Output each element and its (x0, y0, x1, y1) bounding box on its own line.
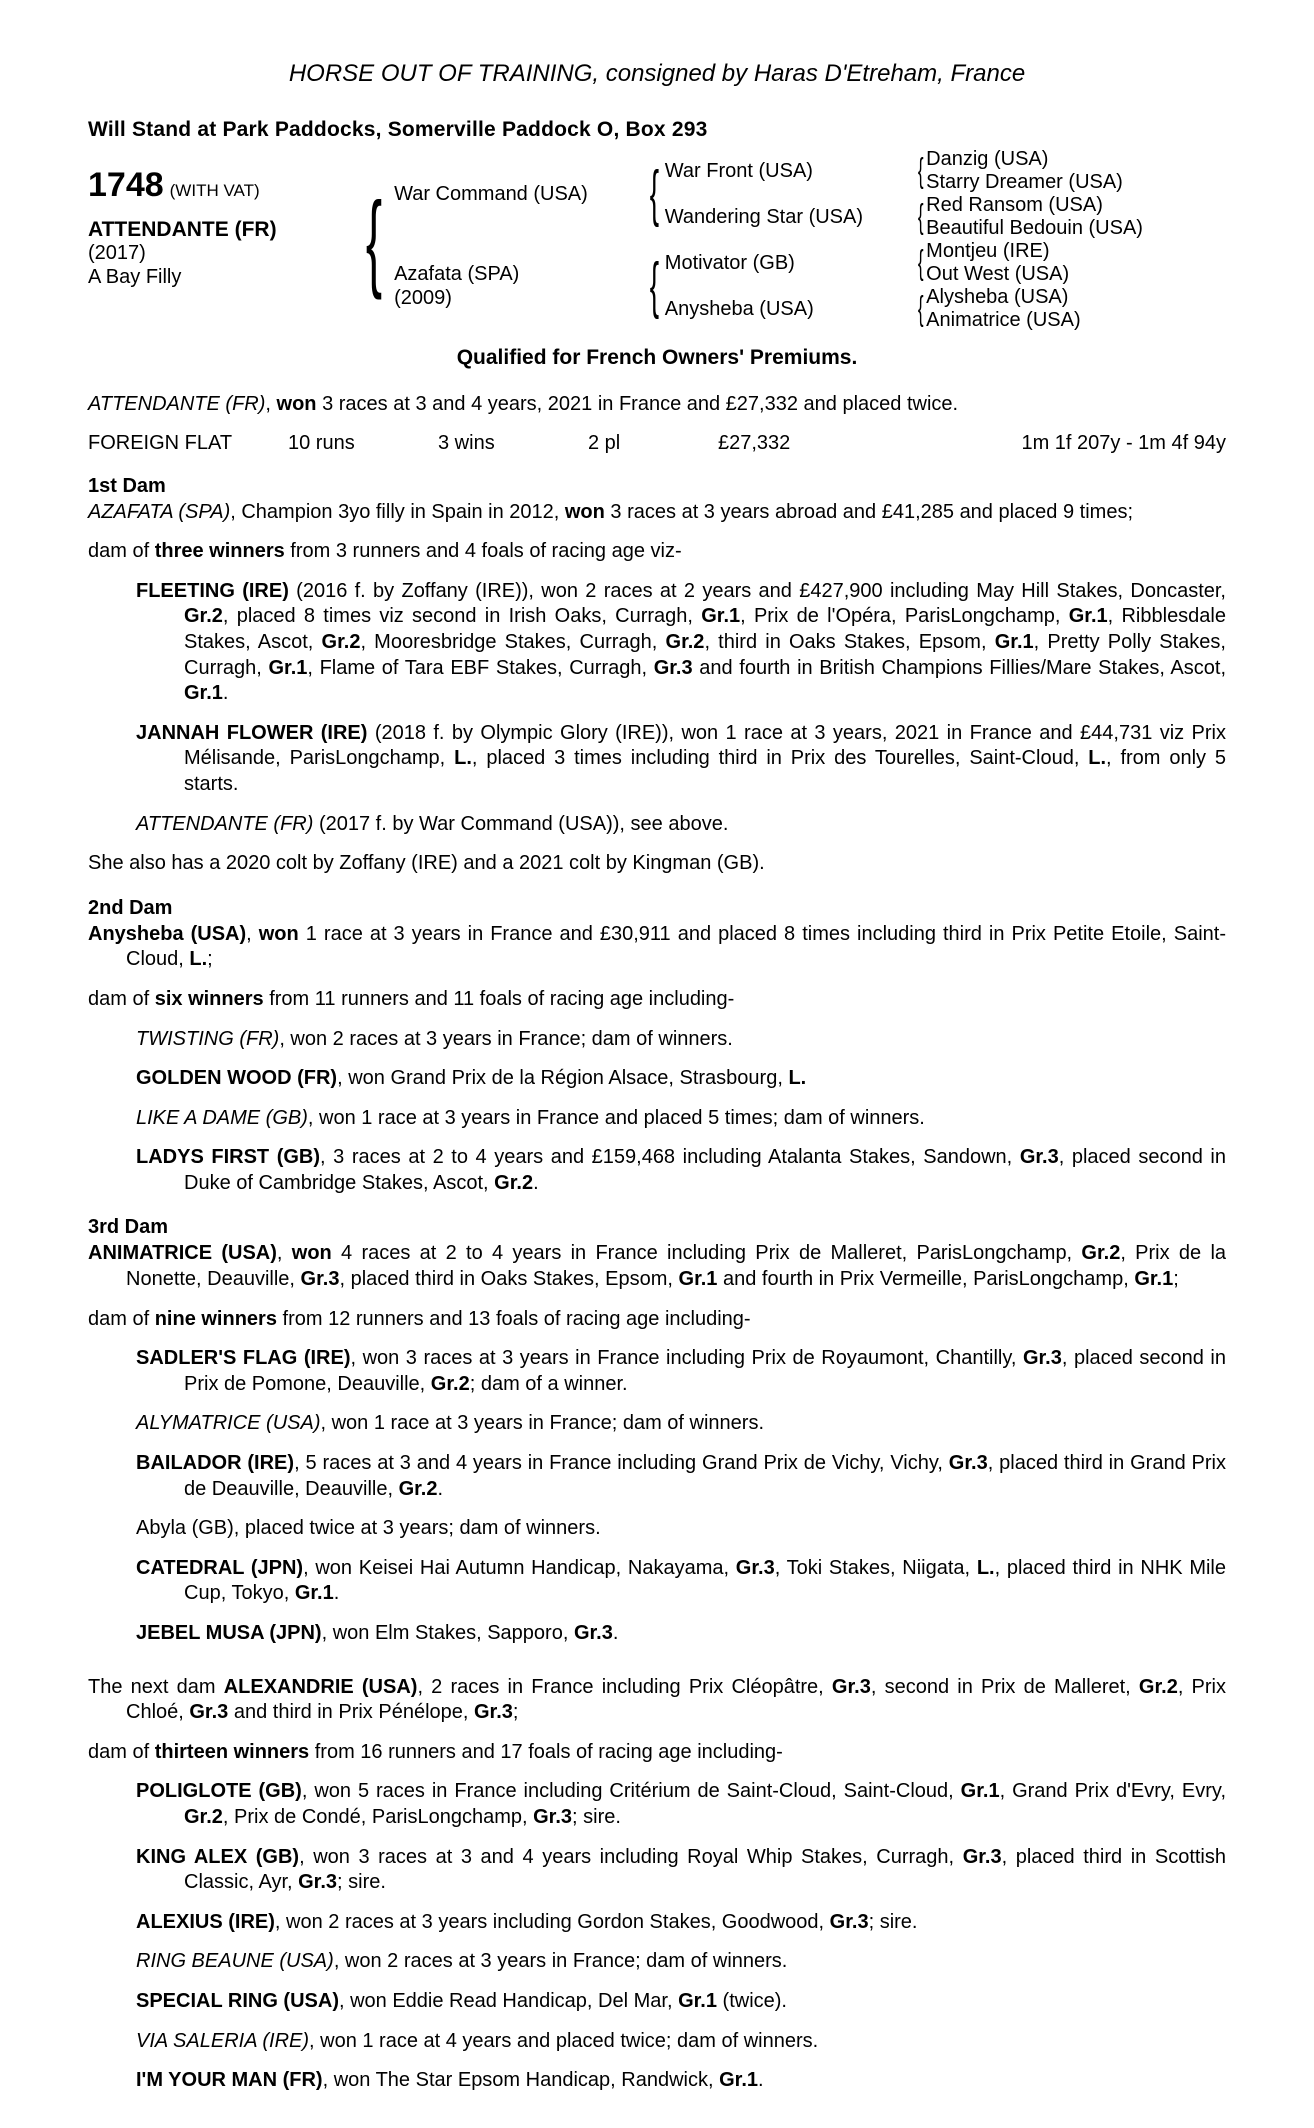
gen4-3: Red Ransom (USA) (926, 194, 1103, 216)
next-dam-section (88, 1661, 1226, 2094)
sire-cell (394, 148, 644, 240)
horse-year: (2017) (88, 242, 146, 264)
dam-name: Azafata (SPA) (394, 263, 520, 285)
consignor-header: HORSE OUT OF TRAINING, consigned by Haras D'Etreham, France (288, 60, 1026, 87)
progeny-entry: GOLDEN WOOD (FR), won Grand Prix de la Région Alsace, Strasbourg, L. (136, 1067, 807, 1090)
progeny-entry: JEBEL MUSA (JPN), won Elm Stakes, Sapporo, Gr.3. (136, 1622, 619, 1644)
gen4-2: Starry Dreamer (USA) (926, 171, 1123, 193)
grandsire-1: War Front (USA) (664, 159, 813, 182)
dam-heading: 2nd Dam (88, 896, 173, 919)
gen4-4: Beautiful Bedouin (USA) (926, 217, 1143, 239)
progeny-entry: RING BEAUNE (USA), won 2 races at 3 years in France; dam of winners. (136, 1950, 788, 1973)
progeny-entry: ALYMATRICE (USA), won 1 race at 3 years in France; dam of winners. (136, 1412, 765, 1435)
progeny-entry: FLEETING (IRE) (2016 f. by Zoffany (IRE)), won 2 races at 2 years and £427,900 including May Hill Stakes, Doncaster, Gr.2, placed 8 times viz second in Irish Oaks, Curragh, Gr.1, Prix de l'Opéra, ParisLongchamp, Gr.1, Ribblesdale Stakes, Ascot, Gr.2, Mooresbridge Stakes, Curragh, Gr.2, third in Oaks Stakes, Epsom, Gr.1, Pretty Polly Stakes, Curragh, Gr.1, Flame of Tara EBF Stakes, Curragh, Gr.3 and fourth in British Champions Fillies/Mare Stakes, Ascot, Gr.1. (136, 579, 1227, 705)
stand-at-line: Will Stand at Park Paddocks, Somerville Paddock O, Box 293 (88, 118, 708, 141)
gen4-6: Out West (USA) (926, 263, 1070, 285)
dam-year: (2009) (394, 287, 452, 309)
pedigree-generation-4 (926, 148, 1226, 332)
foreign-flat-wins: 3 wins (438, 431, 495, 454)
pedigree-generation-2 (394, 148, 644, 332)
summary-text: 3 races at 3 and 4 years, 2021 in France and £27,332 and placed twice. (316, 393, 959, 415)
dams-section (88, 475, 1226, 1647)
dam-heading: 3rd Dam (88, 1216, 169, 1239)
next-dam-intro: The next dam ALEXANDRIE (USA), 2 races in France including Prix Cléopâtre, Gr.3, second in Prix de Malleret, Gr.2, Prix Chloé, Gr.3 and third in Prix Pénélope, Gr.3; (88, 1675, 1227, 1724)
dam-cell (394, 240, 644, 332)
pedigree-brace-1: { (365, 178, 383, 300)
pedigree-brace-2: { { (649, 159, 660, 321)
progeny-entry: ALEXIUS (IRE), won 2 races at 3 years including Gordon Stakes, Goodwood, Gr.3; sire. (136, 1910, 918, 1933)
horse-name: ATTENDANTE (FR) (88, 218, 277, 241)
grandsire-2: Motivator (GB) (664, 251, 795, 274)
progeny-entry: JANNAH FLOWER (IRE) (2018 f. by Olympic Glory (IRE)), won 1 race at 3 years, 2021 in France and £44,731 viz Prix Mélisande, ParisLongchamp, L., placed 3 times including third in Prix des Tourelles, Saint-Cloud, L., from only 5 starts. (136, 721, 1227, 795)
vat-label: (WITH VAT) (169, 181, 260, 200)
progeny-entry: LADYS FIRST (GB), 3 races at 2 to 4 years and £159,468 including Atalanta Stakes, Sandown, Gr.3, placed second in Duke of Cambridge Stakes, Ascot, Gr.2. (136, 1146, 1226, 1194)
qualified-note: Qualified for French Owners' Premiums. (456, 346, 858, 369)
dam-heading: 1st Dam (88, 474, 166, 497)
granddam-1: Wandering Star (USA) (664, 205, 864, 228)
dam-footer: She also has a 2020 colt by Zoffany (IRE) and a 2021 colt by Kingman (GB). (88, 852, 765, 875)
progeny-entry: LIKE A DAME (GB), won 1 race at 3 years in France and placed 5 times; dam of winners. (136, 1106, 925, 1129)
lot-info (88, 148, 356, 289)
progeny-entry: VIA SALERIA (IRE), won 1 race at 4 years and placed twice; dam of winners. (136, 2029, 819, 2052)
progeny-entry: SPECIAL RING (USA), won Eddie Read Handicap, Del Mar, Gr.1 (twice). (136, 1989, 787, 2012)
dam-of-line: dam of nine winners from 12 runners and 13 foals of racing age including- (88, 1307, 751, 1330)
sire-name: War Command (USA) (394, 183, 588, 205)
granddam-2: Anysheba (USA) (664, 297, 814, 320)
dam-of-line: dam of three winners from 3 runners and 4 foals of racing age viz- (88, 540, 682, 563)
progeny-entry: CATEDRAL (JPN), won Keisei Hai Autumn Handicap, Nakayama, Gr.3, Toki Stakes, Niigata, L., placed third in NHK Mile Cup, Tokyo, Gr.1. (136, 1556, 1226, 1605)
progeny-entry: BAILADOR (IRE), 5 races at 3 and 4 years in France including Grand Prix de Vichy, Vichy, Gr.3, placed third in Grand Prix de Deauville, Deauville, Gr.2. (136, 1452, 1226, 1500)
summary-sep: , (265, 393, 277, 415)
progeny-entry: POLIGLOTE (GB), won 5 races in France including Critérium de Saint-Cloud, Saint-Cloud, Gr.1, Grand Prix d'Evry, Evry, Gr.2, Prix de Condé, ParisLongchamp, Gr.3; sire. (136, 1780, 1226, 1828)
dam-intro: AZAFATA (SPA), Champion 3yo filly in Spain in 2012, won 3 races at 3 years abroad and £41,285 and placed 9 times; (88, 500, 1133, 523)
section-gap (88, 1661, 1226, 1675)
pedigree-brace-3: { { { { (917, 151, 924, 328)
gen4-8: Animatrice (USA) (926, 309, 1081, 331)
pedigree-chart (88, 148, 1226, 332)
foreign-flat-row (88, 432, 1226, 455)
gen4-1: Danzig (USA) (926, 148, 1049, 170)
foreign-flat-placed: 2 pl (588, 431, 621, 454)
progeny-entry: SADLER'S FLAG (IRE), won 3 races at 3 years in France including Prix de Royaumont, Chantilly, Gr.3, placed second in Prix de Pomone, Deauville, Gr.2; dam of a winner. (136, 1347, 1226, 1395)
dam-intro: Anysheba (USA), won 1 race at 3 years in France and £30,911 and placed 8 times including third in Prix Petite Etoile, Saint-Cloud, L.; (88, 922, 1226, 971)
summary-won: won (276, 393, 317, 415)
race-record-summary (88, 392, 1226, 418)
dam-of-line: dam of six winners from 11 runners and 11 foals of racing age including- (88, 987, 735, 1010)
progeny-entry: TWISTING (FR), won 2 races at 3 years in France; dam of winners. (136, 1027, 733, 1050)
progeny-entry: I'M YOUR MAN (FR), won The Star Epsom Handicap, Randwick, Gr.1. (136, 2069, 764, 2092)
foreign-flat-label: FOREIGN FLAT (88, 431, 233, 454)
pedigree-generation-3 (665, 148, 915, 332)
gen4-5: Montjeu (IRE) (926, 240, 1050, 262)
progeny-entry: Abyla (GB), placed twice at 3 years; dam of winners. (136, 1517, 601, 1540)
foreign-flat-runs: 10 runs (288, 431, 355, 454)
gen4-7: Alysheba (USA) (926, 286, 1069, 308)
horse-description: A Bay Filly (88, 265, 182, 288)
lot-number: 1748 (88, 166, 164, 204)
summary-horse-name: ATTENDANTE (FR) (88, 393, 266, 415)
foreign-flat-distance: 1m 1f 207y - 1m 4f 94y (1021, 431, 1226, 454)
dam-intro: ANIMATRICE (USA), won 4 races at 2 to 4 years in France including Prix de Malleret, ParisLongchamp, Gr.2, Prix de la Nonette, Deauville, Gr.3, placed third in Oaks Stakes, Epsom, Gr.1 and fourth in Prix Vermeille, ParisLongchamp, Gr.1; (88, 1242, 1227, 1291)
progeny-entry: ATTENDANTE (FR) (2017 f. by War Command (USA)), see above. (136, 812, 729, 835)
progeny-entry: KING ALEX (GB), won 3 races at 3 and 4 years including Royal Whip Stakes, Curragh, Gr.3, placed third in Scottish Classic, Ayr, Gr.3; sire. (136, 1845, 1226, 1894)
next-dam-of-line: dam of thirteen winners from 16 runners and 17 foals of racing age including- (88, 1740, 783, 1763)
foreign-flat-prize: £27,332 (718, 431, 791, 454)
